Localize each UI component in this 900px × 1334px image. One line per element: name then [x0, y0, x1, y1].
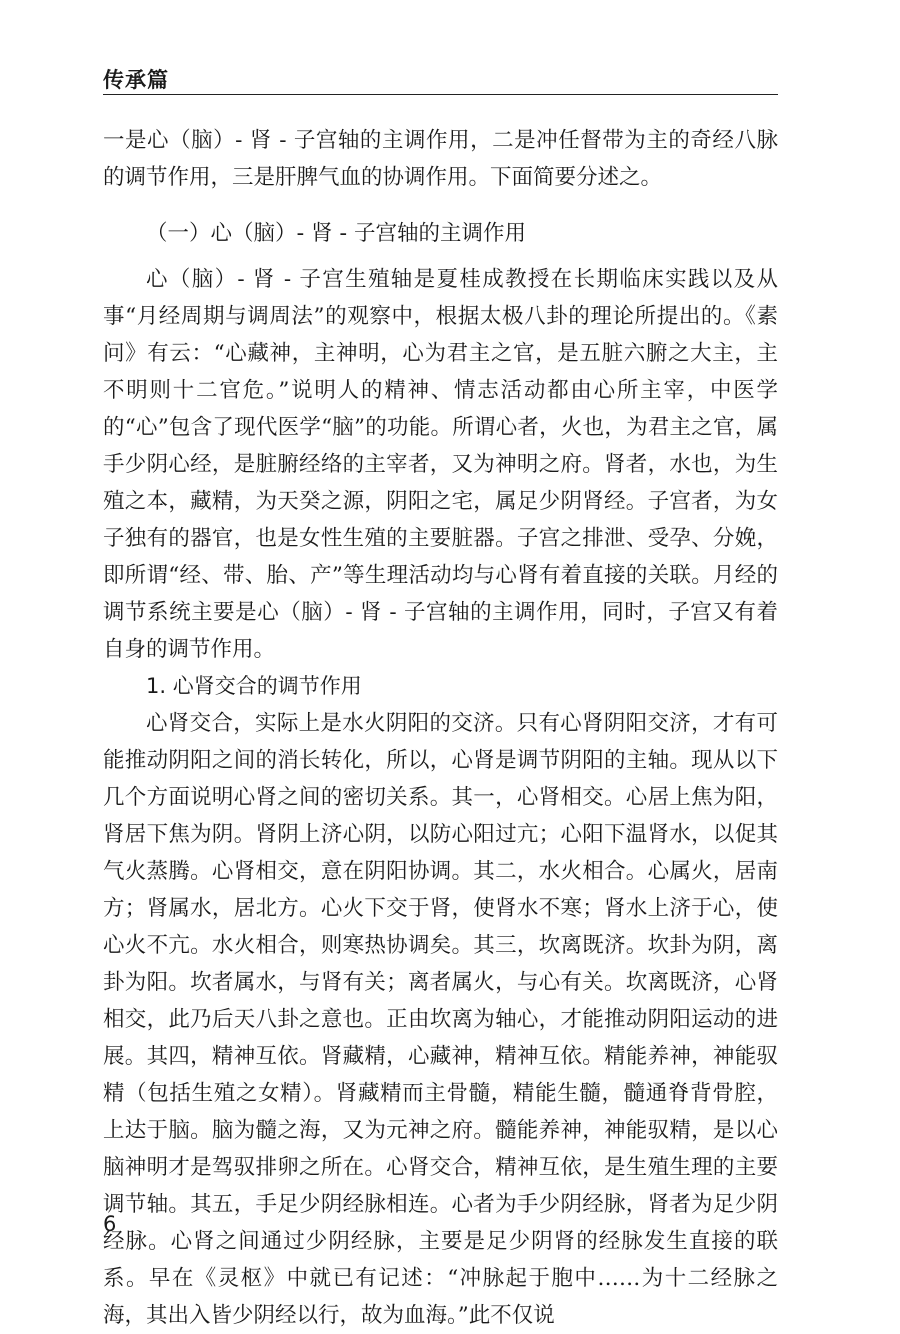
page-body: [103, 122, 778, 1334]
paragraph-axis: 心（脑）- 肾 - 子宫生殖轴是夏桂成教授在长期临床实践以及从事“月经周期与调周法”的观察中，根据太极八卦的理论所提出的。《素问》有云：“心藏神，主神明，心为君主之官，是五脏六腑之大主，主不明则十二官危。”说明人的精神、情志活动都由心所主宰，中医学的“心”包含了现代医学“脑”的功能。所谓心者，火也，为君主之官，属手少阴心经，是脏腑经络的主宰者，又为神明之府。肾者，水也，为生殖之本，藏精，为天癸之源，阴阳之宅，属足少阴肾经。子宫者，为女子独有的器官，也是女性生殖的主要脏器。子宫之排泄、受孕、分娩，即所谓“经、带、胎、产”等生理活动均与心肾有着直接的关联。月经的调节系统主要是心（脑）- 肾 - 子宫轴的主调作用，同时，子宫又有着自身的调节作用。: [103, 267, 778, 662]
paragraph-heart-kidney: 心肾交合，实际上是水火阴阳的交济。只有心肾阴阳交济，才有可能推动阴阳之间的消长转化，所以，心肾是调节阴阳的主轴。现从以下几个方面说明心肾之间的密切关系。其一，心肾相交。心居上焦为阳，肾居下焦为阴。肾阴上济心阴，以防心阳过亢；心阳下温肾水，以促其气火蒸腾。心肾相交，意在阴阳协调。其二，水火相合。心属火，居南方；肾属水，居北方。心火下交于肾，使肾水不寒；肾水上济于心，使心火不亢。水火相合，则寒热协调矣。其三，坎离既济。坎卦为阴，离卦为阳。坎者属水，与肾有关；离者属火，与心有关。坎离既济，心肾相交，此乃后天八卦之意也。正由坎离为轴心，才能推动阴阳运动的进展。其四，精神互依。肾藏精，心藏神，精神互依。精能养神，神能驭精（包括生殖之女精）。肾藏精而主骨髓，精能生髓，髓通脊背骨腔，上达于脑。脑为髓之海，又为元神之府。髓能养神，神能驭精，是以心脑神明才是驾驭排卵之所在。心肾交合，精神互依，是生殖生理的主要调节轴。其五，手足少阴经脉相连。心者为手少阴经脉，肾者为足少阴经脉。心肾之间通过少阴经脉，主要是足少阴肾的经脉发生直接的联系。早在《灵枢》中就已有记述：“冲脉起于胞中……为十二经脉之海，其出入皆少阴经以行，故为血海。”此不仅说: [103, 711, 778, 1328]
page-number: 6: [103, 1212, 117, 1236]
paragraph-intro: 一是心（脑）- 肾 - 子宫轴的主调作用，二是冲任督带为主的奇经八脉的调节作用，三是肝脾气血的协调作用。下面简要分述之。: [103, 128, 778, 190]
subsection-heading: 1. 心肾交合的调节作用: [146, 674, 362, 698]
section-heading: （一）心（脑）- 肾 - 子宫轴的主调作用: [146, 221, 527, 246]
running-header: 传承篇: [103, 68, 169, 92]
header-rule: [103, 94, 778, 95]
